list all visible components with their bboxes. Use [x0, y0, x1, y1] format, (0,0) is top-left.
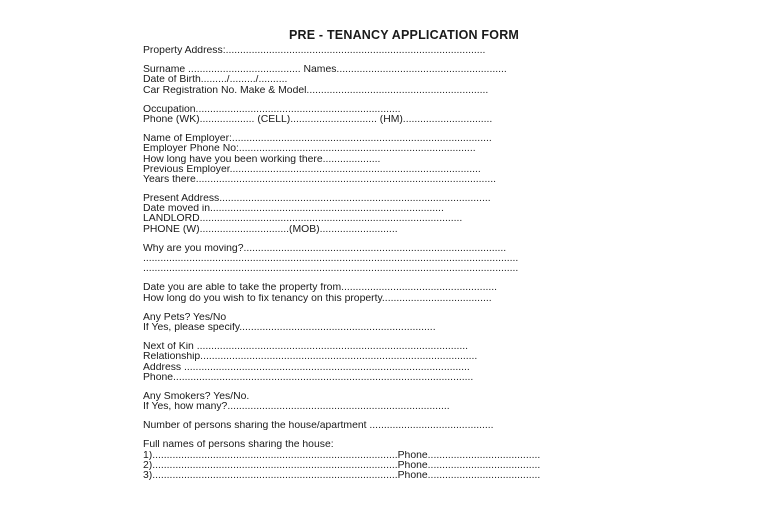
landlord-phone-field: PHONE (W)...............................(MOB)...........................: [143, 224, 398, 235]
pets-question: Any Pets? Yes/No: [143, 312, 227, 323]
pets-specify-field: If Yes, please specify....................................................................: [143, 322, 436, 333]
form-body: [143, 46, 633, 481]
surname-names-field: Surname ....................................... Names...........................................................: [143, 65, 507, 76]
take-property-date-field: Date you are able to take the property from......................................................: [143, 283, 497, 294]
person-2-field: 2).....................................................................................Phone.......................................: [143, 460, 541, 471]
full-names-heading: Full names of persons sharing the house:: [143, 440, 334, 451]
working-duration-field: How long have you been working there....................: [143, 154, 381, 165]
next-of-kin-field: Next of Kin ..............................................................................................: [143, 342, 469, 353]
landlord-field: LANDLORD...........................................................................................: [143, 214, 463, 225]
person-1-field: 1).....................................................................................Phone.......................................: [143, 450, 541, 461]
relationship-field: Relationship................................................................................................: [143, 352, 478, 363]
smokers-count-field: If Yes, how many?.............................................................................: [143, 402, 450, 413]
tenancy-duration-field: How long do you wish to fix tenancy on this property......................................: [143, 293, 492, 304]
years-there-field: Years there........................................................................................................: [143, 174, 496, 185]
form-title: PRE - TENANCY APPLICATION FORM: [288, 28, 520, 42]
kin-phone-field: Phone........................................................................................................: [143, 372, 474, 383]
present-address-field: Present Address..............................................................................................: [143, 194, 491, 205]
phone-field: Phone (WK)................... (CELL).............................. (HM)...............................: [143, 114, 493, 125]
property-address-field: Property Address:..........................................................................................: [143, 46, 486, 56]
date-of-birth-field: Date of Birth........./........./..........: [143, 75, 288, 86]
date-moved-in-field: Date moved in.................................................................................: [143, 204, 444, 215]
smokers-question: Any Smokers? Yes/No.: [143, 391, 250, 402]
kin-address-field: Address ...................................................................................................: [143, 362, 470, 373]
employer-name-field: Name of Employer:..........................................................................................: [143, 134, 492, 145]
moving-reason-field: Why are you moving?...........................................................................................: [143, 243, 507, 254]
moving-reason-line-3: ..................................................................................................................................: [143, 264, 519, 275]
moving-reason-line-2: ..................................................................................................................................: [143, 254, 519, 264]
employer-phone-field: Employer Phone No:..................................................................................: [143, 144, 476, 155]
car-registration-field: Car Registration No. Make & Model...............................................................: [143, 85, 489, 96]
occupation-field: Occupation.......................................................................: [143, 104, 401, 115]
person-3-field: 3).....................................................................................Phone.......................................: [143, 471, 541, 481]
previous-employer-field: Previous Employer.......................................................................................: [143, 164, 481, 175]
persons-sharing-field: Number of persons sharing the house/apartment ...........................................: [143, 421, 494, 432]
